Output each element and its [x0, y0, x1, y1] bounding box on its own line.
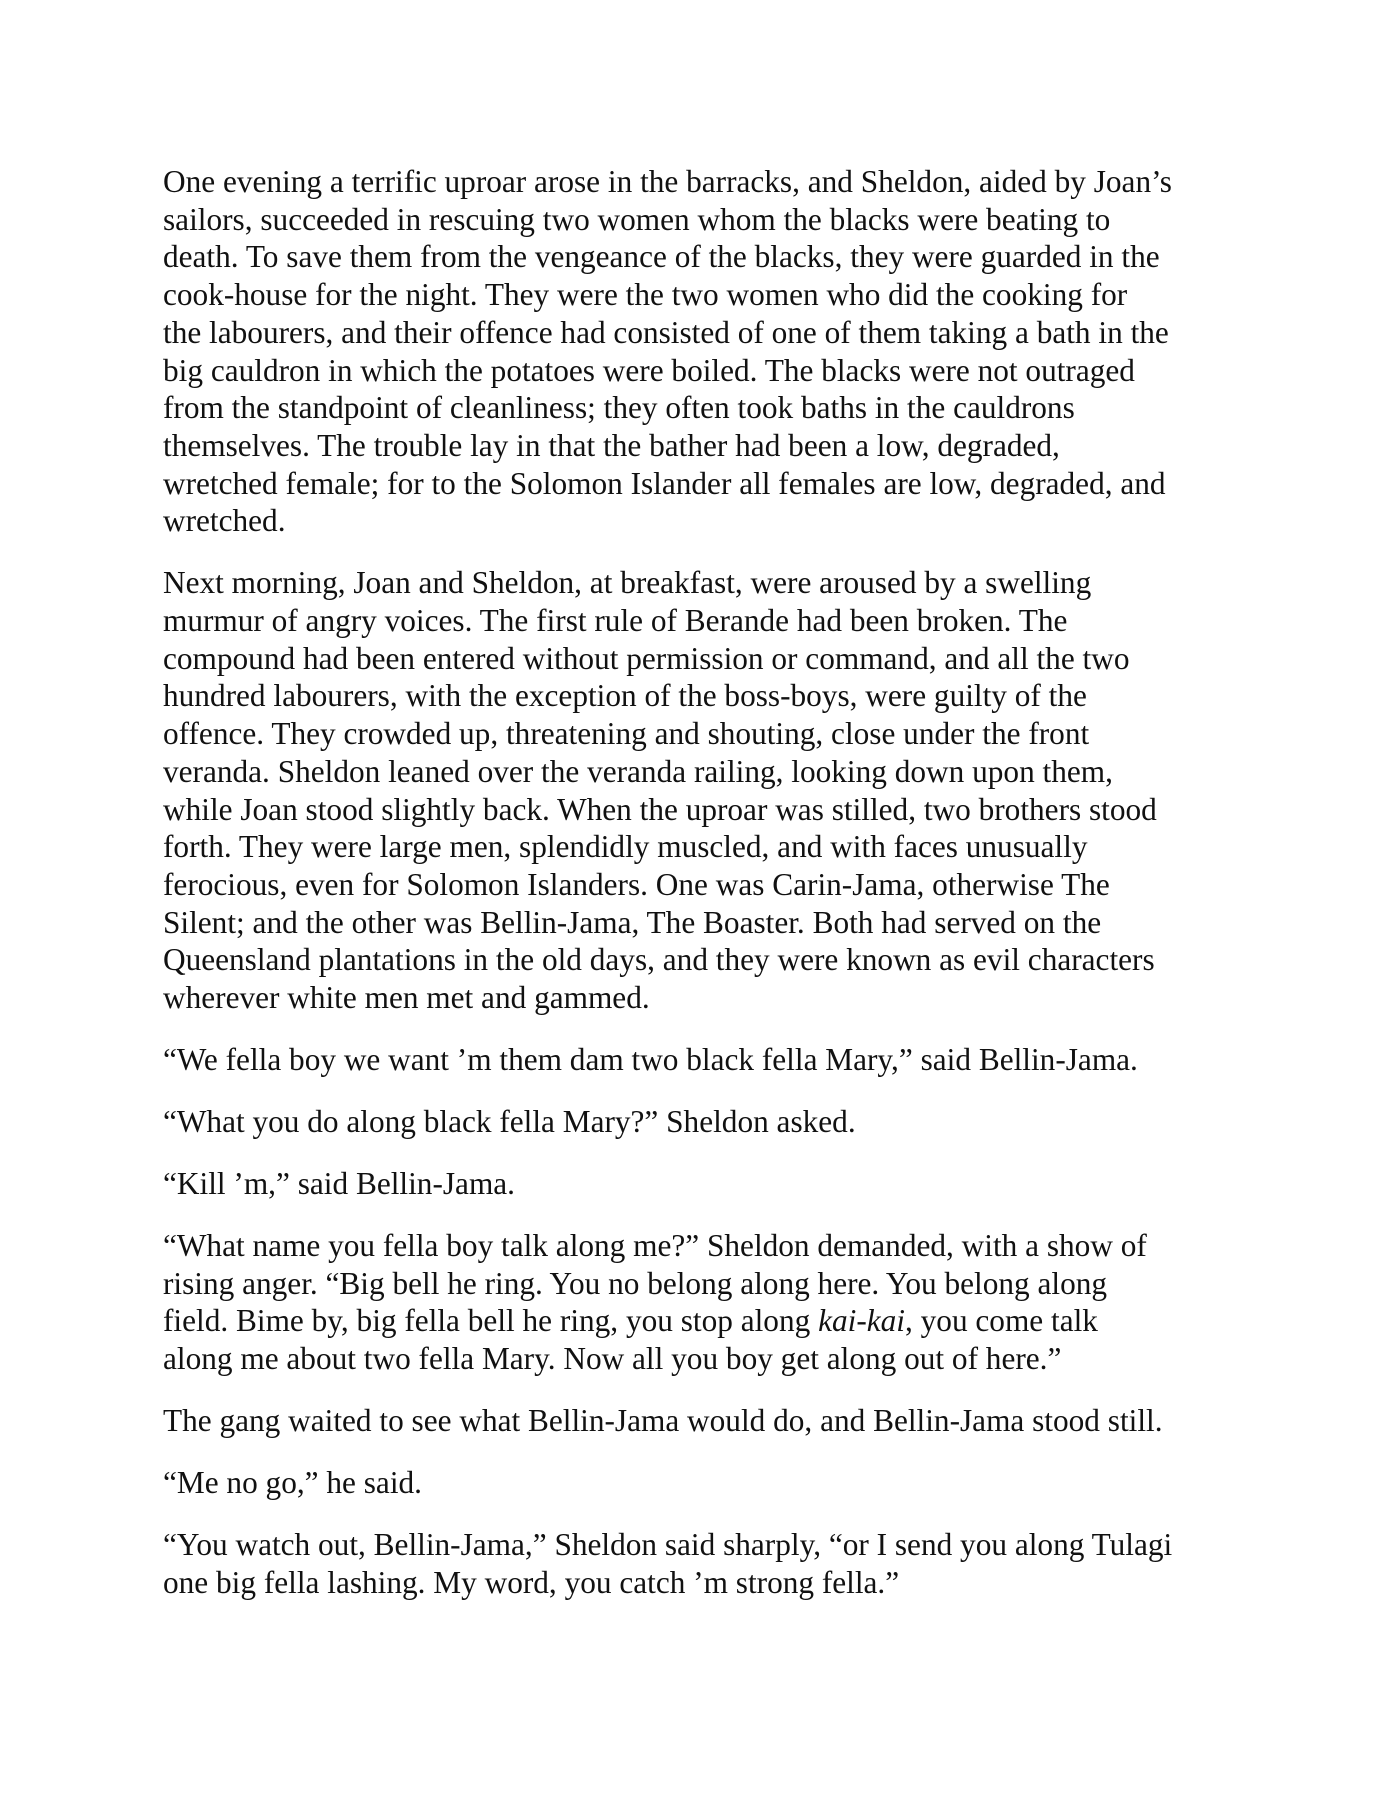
paragraph-uproar: One evening a terrific uproar arose in the barracks, and Sheldon, aided by Joan’s sailors, succeeded in rescuing two women whom the blacks were beating to death. To save them from the vengeance of the blacks, they were guarded in the cook-house for the night. They were the two women who did the cooking for the labourers, and their offence had consisted of one of them taking a bath in the big cauldron in which the potatoes were boiled. The blacks were not outraged from the standpoint of cleanliness; they often took baths in the cauldrons themselves. The trouble lay in that the bather had been a low, degraded, wretched female; for to the Solomon Islander all females are low, degraded, and wretched. [163, 164, 1172, 539]
paragraph-next-morning: Next morning, Joan and Sheldon, at breakfast, were aroused by a swelling murmur of angry voices. The first rule of Berande had been broken. The compound had been entered without permission or command, and all the two hundred labourers, with the exception of the boss-boys, were guilty of the offence. They crowded up, threatening and shouting, close under the front veranda. Sheldon leaned over the veranda railing, looking down upon them, while Joan stood slightly back. When the uproar was stilled, two brothers stood forth. They were large men, splendidly muscled, and with faces unusually ferocious, even for Solomon Islanders. One was Carin-Jama, otherwise The Silent; and the other was Bellin-Jama, The Boaster. Both had served on the Queensland plantations in the old days, and they were known as evil characters wherever white men met and gammed. [163, 565, 1157, 1016]
paragraph-what-name-start: “What name you fella boy talk along me?” Sheldon demanded, with a show of rising anger. “Big bell he ring. You no belong along here. You belong along field. Bime by, big fella bell he ring, you stop along [163, 1228, 1147, 1339]
paragraph-what-name-end: , you come talk along me about two fella Mary. Now all you boy get along out of here.” [163, 1303, 1098, 1377]
paragraph-want-mary: “We fella boy we want ’m them dam two black fella Mary,” said Bellin-Jama. [163, 1042, 1138, 1078]
italic-term-kai-kai: kai-kai [818, 1303, 905, 1339]
page-body-text [163, 163, 1233, 1626]
paragraph-watch-out: “You watch out, Bellin-Jama,” Sheldon said sharply, “or I send you along Tulagi one big fella lashing. My word, you catch ’m strong fella.” [163, 1527, 1173, 1600]
paragraph-what-you-do: “What you do along black fella Mary?” Sheldon asked. [163, 1104, 856, 1140]
paragraph-kill: “Kill ’m,” said Bellin-Jama. [163, 1166, 515, 1202]
paragraph-what-name [163, 1227, 1233, 1378]
paragraph-gang-waited: The gang waited to see what Bellin-Jama would do, and Bellin-Jama stood still. [163, 1403, 1163, 1439]
paragraph-me-no-go: “Me no go,” he said. [163, 1465, 422, 1501]
